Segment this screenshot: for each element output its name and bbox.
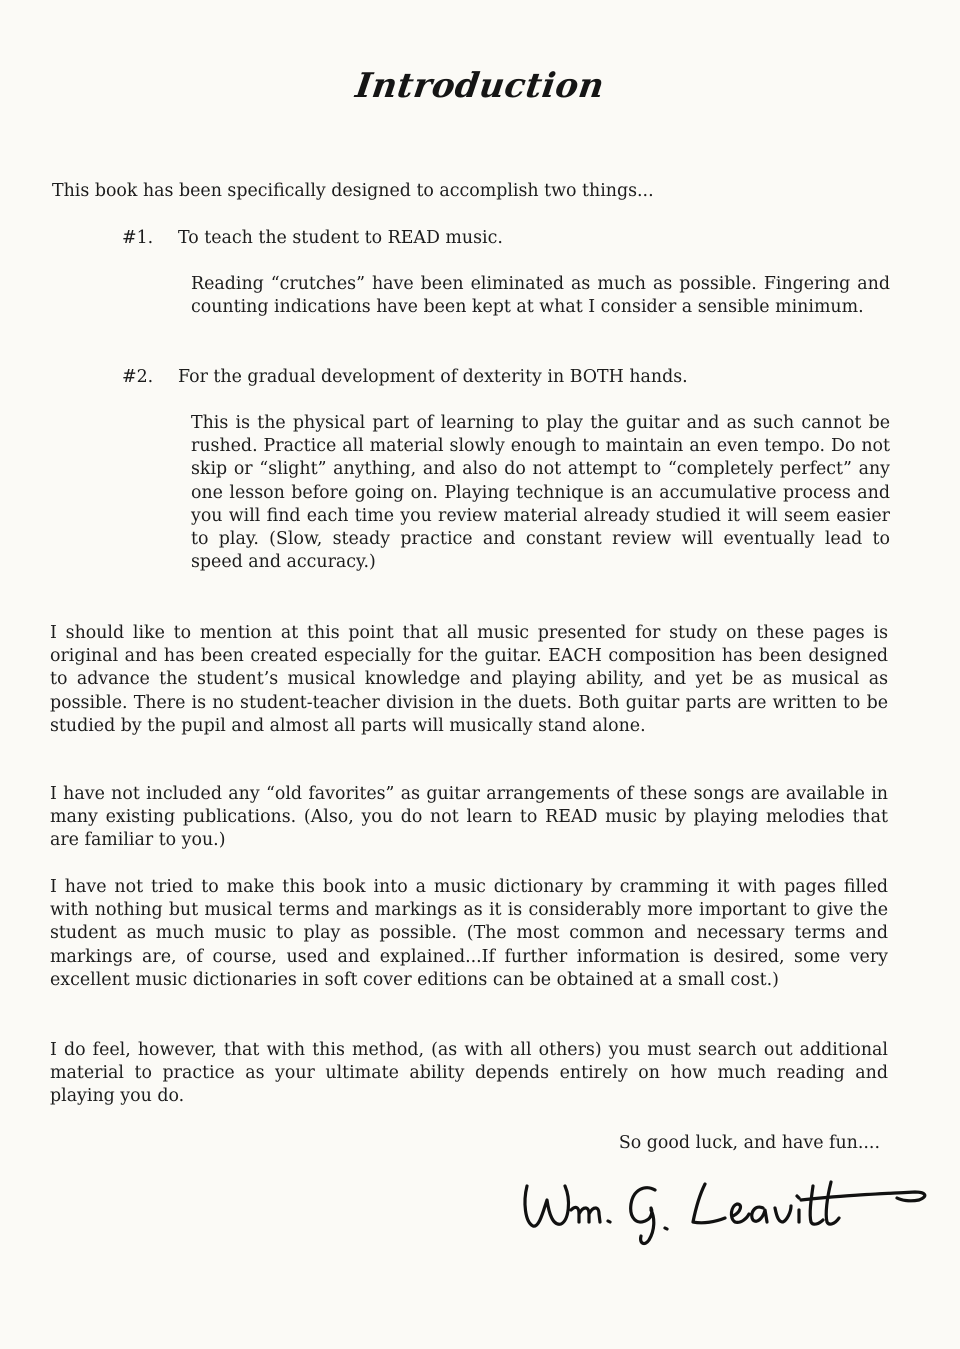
point-2-number: #2. (122, 367, 154, 387)
paragraph-original-music: I should like to mention at this point that all music presented for study on these pages is original and has been created especially for the guitar. EACH composition has been designed to advance the student’s musical knowledge and playing ability, and yet be as musical as possible. There is no student-teacher division in the duets. Both guitar parts are written to be studied by the pupil and almost all parts will musically stand alone. (50, 623, 888, 736)
closing-line: So good luck, and have fun.... (618, 1133, 880, 1153)
paragraph-old-favorites: I have not included any “old favorites” as guitar arrangements of these songs are available in many existing publications. (Also, you do not learn to READ music by playing melodies that are familiar to you.) (50, 784, 888, 851)
point-1-title: To teach the student to READ music. (178, 228, 503, 248)
signature (505, 1160, 935, 1250)
page-title: Introduction (353, 66, 607, 106)
signature-graphic (505, 1160, 935, 1250)
point-2-body: This is the physical part of learning to play the guitar and as such cannot be rushed. Practice all material slowly enough to maintain an even tempo. Do not skip or “slight” anything, and also do not attempt to “completely perfect” any one lesson before going on. Playing technique is an accumulative process and you will find each time you review material already studied it will seem easier to play. (Slow, steady practice and constant review will eventually lead to speed and accuracy.) (191, 413, 890, 573)
paragraph-additional-material: I do feel, however, that with this method, (as with all others) you must search out additional material to practice as your ultimate ability depends entirely on how much reading and playing you do. (50, 1040, 888, 1107)
intro-sentence: This book has been specifically designed to accomplish two things... (52, 181, 654, 201)
point-1-body: Reading “crutches” have been eliminated as much as possible. Fingering and counting indications have been kept at what I consider a sensible minimum. (191, 274, 890, 318)
point-1-number: #1. (122, 228, 154, 248)
paragraph-music-dictionary: I have not tried to make this book into a music dictionary by cramming it with pages filled with nothing but musical terms and markings as it is considerably more important to give the student as much music to play as possible. (The most common and necessary terms and markings are, of course, used and explained...If further information is desired, some very excellent music dictionaries in soft cover editions can be obtained at a small cost.) (50, 877, 888, 990)
point-2-title: For the gradual development of dexterity in BOTH hands. (178, 367, 688, 387)
